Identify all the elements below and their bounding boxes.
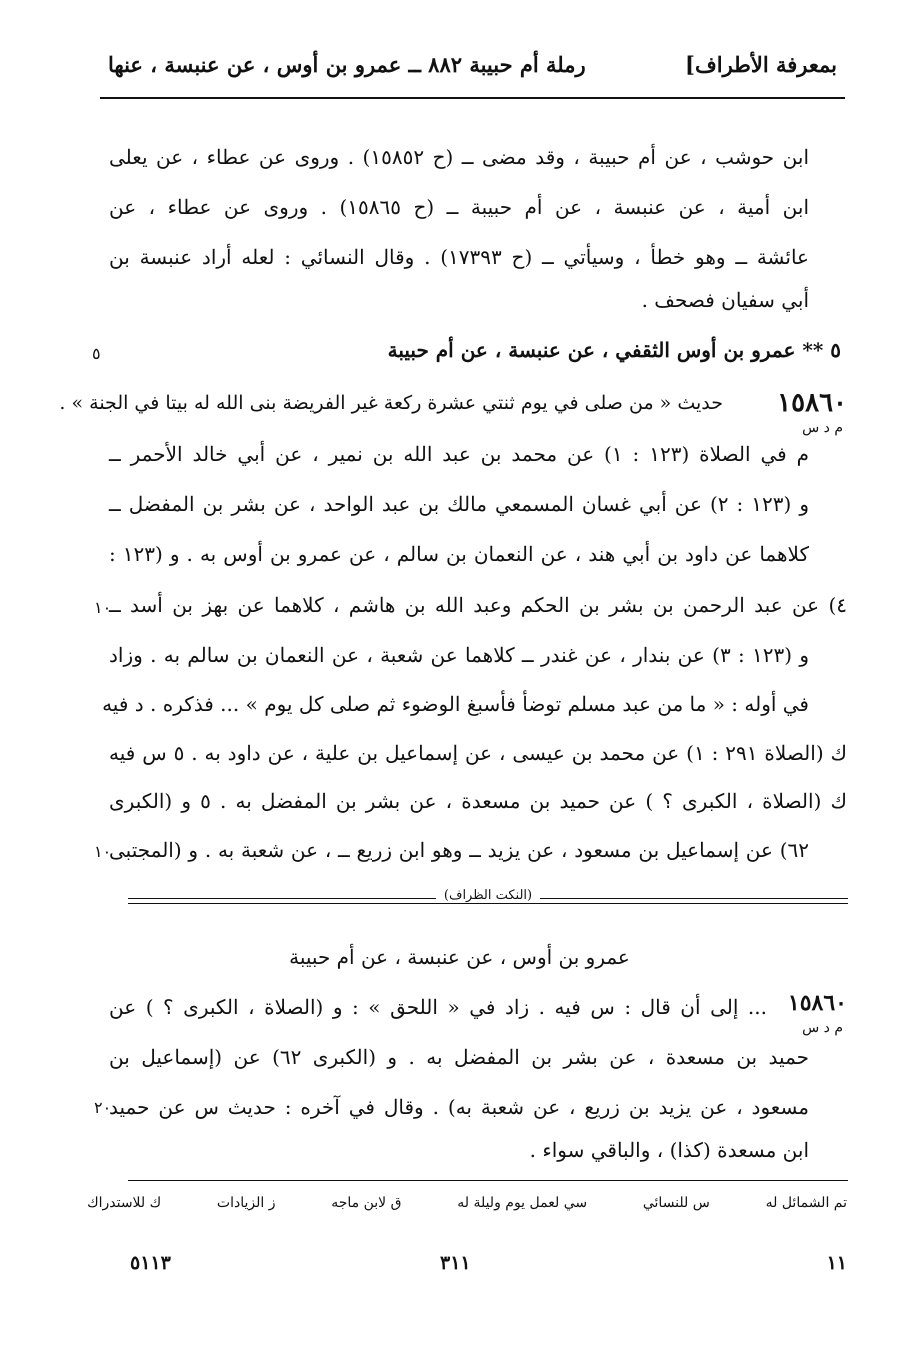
sigla: م د س	[802, 1020, 843, 1036]
line-number: ٥	[92, 344, 101, 363]
edition-page-number: ٥١١٣	[130, 1252, 171, 1274]
nukat-heading: عمرو بن أوس ، عن عنبسة ، عن أم حبيبة	[289, 945, 630, 969]
text-line: ٦٢) عن إسماعيل بن مسعود ، عن يزيد ــ وهو ابن زريع ــ ، عن شعبة به . و (المجتبى	[109, 838, 809, 862]
hadith-number: ١٥٨٦٠	[777, 388, 847, 418]
text-line: عائشة ــ وهو خطأ ، وسيأتي ــ (ح ١٧٣٩٣) . وقال النسائي : لعله أراد عنبسة بن	[109, 245, 809, 269]
running-header-left: رملة أم حبيبة ٨٨٢ ــ عمرو بن أوس ، عن عنبسة ، عنها	[108, 52, 586, 77]
text-line: مسعود ، عن يزيد بن زريع ، عن شعبة به) . وقال في آخره : حديث س عن حميد	[109, 1095, 809, 1119]
sigla: م د س	[802, 420, 843, 436]
text-line: ابن مسعدة (كذا) ، والباقي سواء .	[529, 1138, 809, 1162]
text-line: كلاهما عن داود بن أبي هند ، عن النعمان بن سالم ، عن عمرو بن أوس به . و (١٢٣ :	[109, 542, 809, 566]
text-line: ... إلى أن قال : س فيه . زاد في « اللحق » : و (الصلاة ، الكبرى ؟ ) عن	[109, 995, 767, 1019]
divider-label: (النكت الظراف)	[436, 888, 540, 903]
abbr-item: ز الزيادات	[216, 1195, 276, 1211]
header-rule	[100, 97, 845, 99]
text-line: أبي سفيان فصحف .	[641, 288, 809, 312]
text-line: و (١٢٣ : ٢) عن أبي غسان المسمعي مالك بن عبد الواحد ، عن بشر بن المفضل ــ	[109, 492, 809, 516]
abbr-item: تم الشمائل له	[765, 1195, 847, 1211]
page-number: ٣١١	[440, 1252, 471, 1274]
nukat-divider	[128, 888, 848, 908]
text-line: م في الصلاة (١٢٣ : ١) عن محمد بن عبد الله بن نمير ، عن أبي خالد الأحمر ــ	[109, 442, 810, 466]
section-heading: ٥ ** عمرو بن أوس الثقفي ، عن عنبسة ، عن أم حبيبة	[387, 338, 841, 362]
volume-number: ١١	[826, 1252, 847, 1274]
hadith-text: حديث « من صلى في يوم ثنتي عشرة ركعة غير الفريضة بنى الله له بيتا في الجنة » .	[59, 392, 723, 414]
abbr-item: ق لابن ماجه	[331, 1195, 402, 1211]
line-number: ٢٠	[94, 1098, 112, 1117]
text-line: ك (الصلاة ٢٩١ : ١) عن محمد بن عيسى ، عن إسماعيل بن علية ، عن داود به . ٥ س فيه	[109, 741, 848, 765]
abbreviation-key	[87, 1195, 847, 1211]
abbr-item: س للنسائي	[642, 1195, 710, 1211]
abbr-item: سي لعمل يوم وليلة له	[457, 1195, 588, 1211]
running-header-right: بمعرفة الأطراف]	[685, 52, 837, 77]
text-line: ٤) عن عبد الرحمن بن بشر بن الحكم وعبد الله بن هاشم ، كلاهما عن بهز بن أسد ــ	[109, 593, 847, 617]
nukat-number: ١٥٨٦٠	[787, 990, 847, 1016]
text-line: ابن حوشب ، عن أم حبيبة ، وقد مضى ــ (ح ١٥٨٥٢) . وروى عن عطاء ، عن يعلى	[109, 145, 810, 169]
text-line: في أوله : « ما من عبد مسلم توضأ فأسبغ الوضوء ثم صلى كل يوم » ... فذكره . د فيه	[102, 692, 809, 716]
line-number: ١٠	[94, 842, 112, 861]
text-line: حميد بن مسعدة ، عن بشر بن المفضل به . و (الكبرى ٦٢) عن (إسماعيل بن	[109, 1045, 809, 1069]
text-line: ابن أمية ، عن عنبسة ، عن أم حبيبة ــ (ح ١٥٨٦٥) . وروى عن عطاء ، عن	[109, 195, 809, 219]
text-line: ك (الصلاة ، الكبرى ؟ ) عن حميد بن مسعدة ، عن بشر بن المفضل به . ٥ و (الكبرى	[109, 789, 847, 813]
line-number: ١٠	[94, 598, 112, 617]
text-line: و (١٢٣ : ٣) عن بندار ، عن غندر ــ كلاهما عن شعبة ، عن النعمان بن سالم به . وزاد	[109, 643, 810, 667]
abbr-item: ك للاستدراك	[87, 1195, 162, 1211]
footnote-rule	[128, 1180, 848, 1181]
